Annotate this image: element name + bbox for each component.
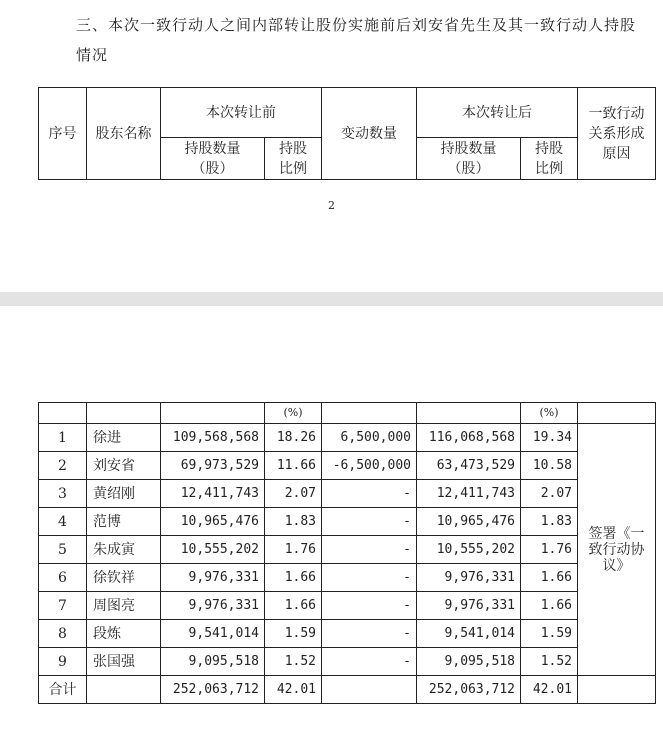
cell-before-ratio: 1.76 [265, 536, 322, 564]
page-upper [0, 0, 663, 292]
header-seq: 序号 [39, 88, 87, 180]
page-separator [0, 292, 663, 306]
cell-after-ratio: 1.83 [521, 508, 578, 536]
table-row [39, 648, 656, 676]
cell-after-ratio: 2.07 [521, 480, 578, 508]
cell-after-shares: 12,411,743 [417, 480, 521, 508]
cell-after-ratio: 1.52 [521, 648, 578, 676]
cell-before-shares: 12,411,743 [161, 480, 265, 508]
cell-change: - [322, 564, 417, 592]
unit-cell-empty [87, 403, 161, 424]
cell-seq: 5 [39, 536, 87, 564]
cell-shareholder: 段炼 [87, 620, 161, 648]
unit-after-ratio: (%) [521, 403, 578, 424]
unit-cell-empty [161, 403, 265, 424]
header-before: 本次转让前 [161, 88, 322, 138]
cell-seq: 7 [39, 592, 87, 620]
total-after-shares: 252,063,712 [417, 676, 521, 704]
cell-after-ratio: 19.34 [521, 424, 578, 452]
cell-after-shares: 9,541,014 [417, 620, 521, 648]
cell-before-ratio: 11.66 [265, 452, 322, 480]
total-cell-empty [578, 676, 656, 704]
page-number: 2 [328, 199, 335, 212]
cell-shareholder: 徐进 [87, 424, 161, 452]
cell-after-ratio: 1.59 [521, 620, 578, 648]
cell-shareholder: 徐钦祥 [87, 564, 161, 592]
table-row [39, 536, 656, 564]
cell-before-ratio: 1.83 [265, 508, 322, 536]
cell-change: - [322, 592, 417, 620]
cell-shareholder: 周图亮 [87, 592, 161, 620]
cell-after-ratio: 1.66 [521, 592, 578, 620]
total-after-ratio: 42.01 [521, 676, 578, 704]
cell-change: - [322, 480, 417, 508]
cell-after-ratio: 10.58 [521, 452, 578, 480]
cell-before-shares: 9,095,518 [161, 648, 265, 676]
cell-after-shares: 9,976,331 [417, 564, 521, 592]
cell-after-shares: 9,976,331 [417, 592, 521, 620]
header-shareholder: 股东名称 [87, 88, 161, 180]
cell-after-shares: 10,555,202 [417, 536, 521, 564]
header-after: 本次转让后 [417, 88, 578, 138]
cell-shareholder: 黄绍刚 [87, 480, 161, 508]
table-row [39, 592, 656, 620]
table-row [39, 564, 656, 592]
cell-before-ratio: 1.66 [265, 564, 322, 592]
table-row [39, 424, 656, 452]
cell-change: - [322, 648, 417, 676]
holdings-table-body [38, 402, 656, 704]
total-cell-empty [87, 676, 161, 704]
header-before-ratio: 持股比例 [265, 138, 322, 180]
header-before-shares: 持股数量（股） [161, 138, 265, 180]
cell-before-shares: 9,541,014 [161, 620, 265, 648]
cell-after-shares: 116,068,568 [417, 424, 521, 452]
header-after-ratio: 持股比例 [521, 138, 578, 180]
cell-seq: 1 [39, 424, 87, 452]
table-row [39, 508, 656, 536]
cell-before-shares: 9,976,331 [161, 592, 265, 620]
unit-row [39, 403, 656, 424]
cell-before-shares: 109,568,568 [161, 424, 265, 452]
cell-after-shares: 63,473,529 [417, 452, 521, 480]
cell-shareholder: 刘安省 [87, 452, 161, 480]
cell-change: 6,500,000 [322, 424, 417, 452]
unit-cell-empty [322, 403, 417, 424]
cell-change: -6,500,000 [322, 452, 417, 480]
cell-after-ratio: 1.66 [521, 564, 578, 592]
unit-cell-empty [578, 403, 656, 424]
total-label: 合计 [39, 676, 87, 704]
total-cell-empty [322, 676, 417, 704]
cell-before-shares: 69,973,529 [161, 452, 265, 480]
cell-seq: 3 [39, 480, 87, 508]
cell-before-shares: 9,976,331 [161, 564, 265, 592]
cell-shareholder: 朱成寅 [87, 536, 161, 564]
cell-before-shares: 10,965,476 [161, 508, 265, 536]
total-before-ratio: 42.01 [265, 676, 322, 704]
table-row [39, 620, 656, 648]
cell-change: - [322, 508, 417, 536]
cell-after-shares: 9,095,518 [417, 648, 521, 676]
cell-change: - [322, 536, 417, 564]
header-after-shares: 持股数量（股） [417, 138, 521, 180]
unit-cell-empty [417, 403, 521, 424]
cell-change: - [322, 620, 417, 648]
total-row [39, 676, 656, 704]
cell-after-ratio: 1.76 [521, 536, 578, 564]
cell-before-ratio: 18.26 [265, 424, 322, 452]
cell-seq: 6 [39, 564, 87, 592]
total-before-shares: 252,063,712 [161, 676, 265, 704]
cell-shareholder: 张国强 [87, 648, 161, 676]
cell-after-shares: 10,965,476 [417, 508, 521, 536]
cell-seq: 2 [39, 452, 87, 480]
cell-shareholder: 范博 [87, 508, 161, 536]
unit-before-ratio: (%) [265, 403, 322, 424]
cell-before-ratio: 2.07 [265, 480, 322, 508]
cell-before-shares: 10,555,202 [161, 536, 265, 564]
cell-seq: 8 [39, 620, 87, 648]
header-reason: 一致行动关系形成原因 [578, 88, 656, 180]
cell-before-ratio: 1.66 [265, 592, 322, 620]
table-row [39, 452, 656, 480]
cell-before-ratio: 1.59 [265, 620, 322, 648]
header-change: 变动数量 [322, 88, 417, 180]
cell-reason: 签署《一致行动协议》 [578, 424, 656, 676]
cell-seq: 4 [39, 508, 87, 536]
section-title: 三、本次一致行动人之间内部转让股份实施前后刘安省先生及其一致行动人持股情况 [76, 16, 637, 64]
table-row [39, 480, 656, 508]
cell-seq: 9 [39, 648, 87, 676]
cell-before-ratio: 1.52 [265, 648, 322, 676]
unit-cell-empty [39, 403, 87, 424]
holdings-table-header [38, 87, 656, 180]
